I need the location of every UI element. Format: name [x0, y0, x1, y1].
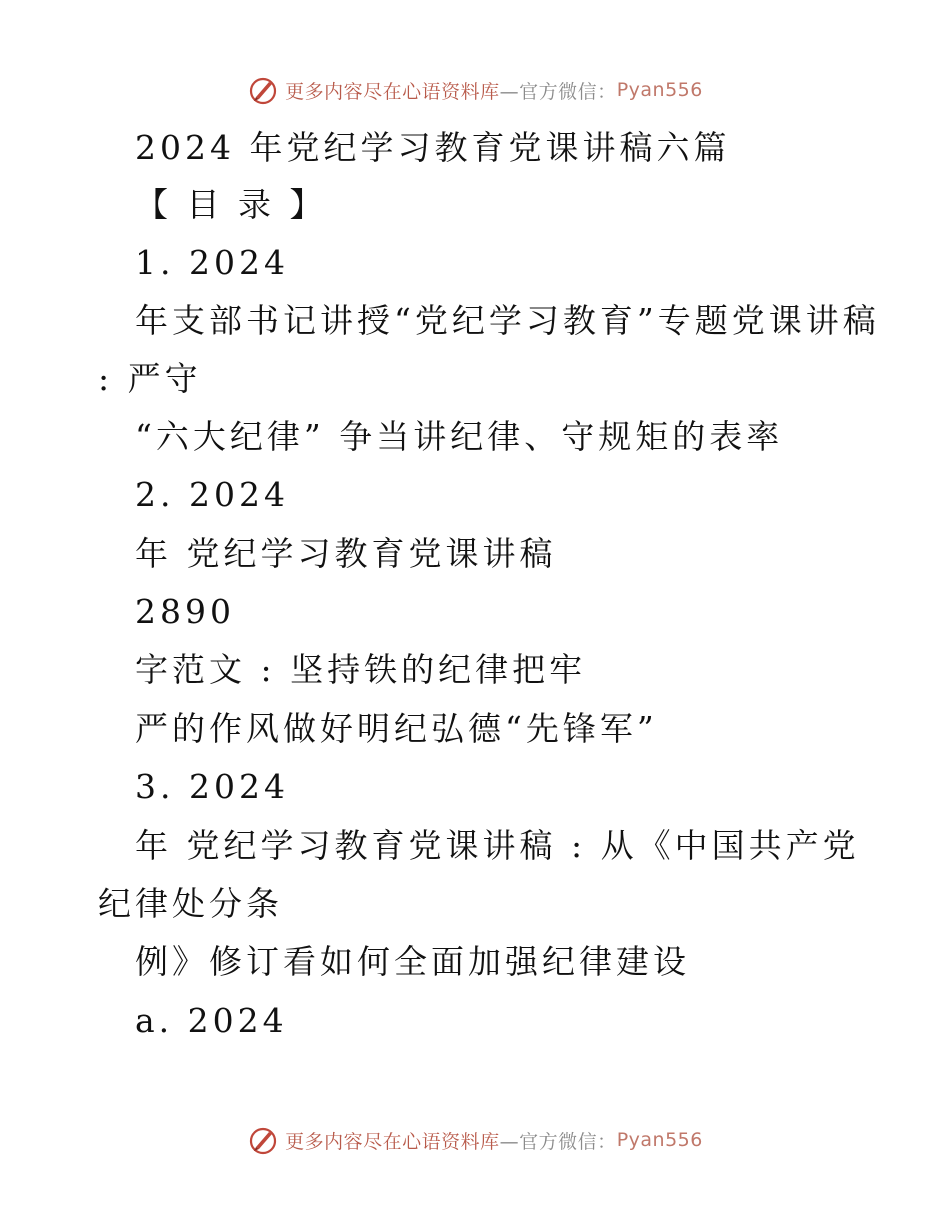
toc-line: 1. 2024: [135, 243, 289, 282]
watermark-separator-text: —官方微信：: [499, 1130, 617, 1153]
toc-line: 年 党纪学习教育党课讲稿 : 从《中国共产党: [135, 826, 860, 865]
toc-line: : 严守: [98, 359, 202, 398]
watermark-id-text: Pyan556: [616, 1129, 703, 1151]
toc-line: 严的作风做好明纪弘德“先锋军”: [135, 709, 658, 748]
quill-pen-icon: [247, 74, 279, 106]
document-title: 2024 年党纪学习教育党课讲稿六篇: [135, 128, 731, 167]
watermark-separator-text: —官方微信：: [499, 80, 617, 103]
watermark-main-text: 更多内容尽在心语资料库: [285, 1130, 500, 1153]
toc-line: 2890: [135, 592, 235, 631]
toc-line: 年 党纪学习教育党课讲稿: [135, 534, 557, 573]
toc-line: 年支部书记讲授“党纪学习教育”专题党课讲稿: [135, 301, 880, 340]
toc-line: 3. 2024: [135, 767, 289, 806]
quill-pen-icon: [247, 1124, 279, 1156]
watermark-header: [0, 70, 950, 110]
toc-heading: 【 目 录 】: [135, 185, 327, 224]
watermark-main-text: 更多内容尽在心语资料库: [285, 80, 500, 103]
toc-line: 例》修订看如何全面加强纪律建设: [135, 942, 690, 981]
watermark-id-text: Pyan556: [616, 79, 703, 101]
toc-line: 字范文 : 坚持铁的纪律把牢: [135, 650, 587, 689]
toc-line: “六大纪律” 争当讲纪律、守规矩的表率: [135, 417, 784, 456]
toc-line: 2. 2024: [135, 475, 289, 514]
watermark-footer: [0, 1120, 950, 1160]
toc-line: a. 2024: [135, 1001, 288, 1040]
toc-line: 纪律处分条: [98, 884, 283, 923]
